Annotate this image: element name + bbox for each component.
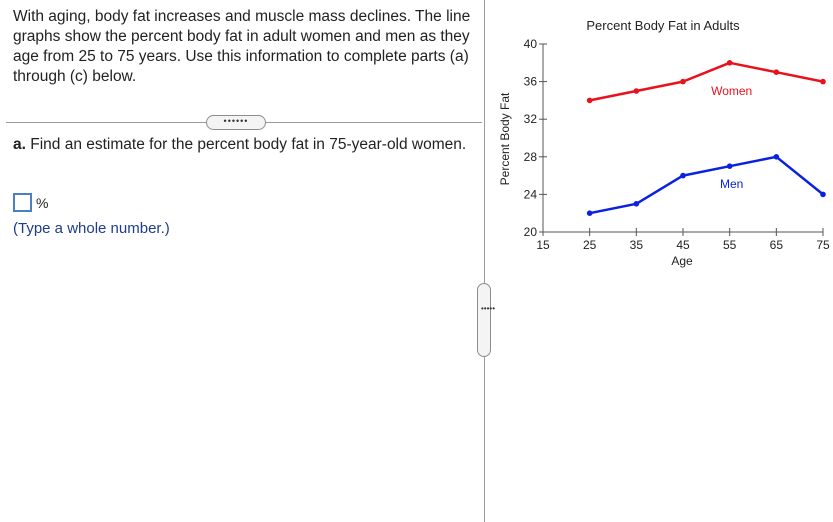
men-data-point xyxy=(634,201,640,207)
men-series-line xyxy=(590,157,823,213)
men-data-point xyxy=(820,192,826,198)
y-tick-label: 24 xyxy=(523,187,537,202)
x-tick-label: 55 xyxy=(722,238,737,252)
x-tick-label: 25 xyxy=(582,238,597,252)
women-data-point xyxy=(774,69,780,75)
panel-resize-handle[interactable] xyxy=(477,283,496,357)
axes xyxy=(524,37,830,252)
x-tick-label: 35 xyxy=(629,238,644,252)
y-tick-label: 36 xyxy=(523,74,537,89)
y-axis-label: Percent Body Fat xyxy=(498,92,512,186)
series-layer xyxy=(587,60,826,216)
y-tick-label: 32 xyxy=(523,112,537,127)
part-label: a. xyxy=(13,136,26,153)
women-data-point xyxy=(587,98,593,104)
men-data-point xyxy=(727,163,733,169)
x-tick-label: 45 xyxy=(676,238,690,252)
women-data-point xyxy=(634,88,640,94)
x-tick-label: 15 xyxy=(536,238,550,252)
y-tick-label: 28 xyxy=(523,149,537,164)
y-tick-label: 40 xyxy=(523,37,537,51)
x-tick-label: 75 xyxy=(816,238,830,252)
x-axis-label: Age xyxy=(671,254,693,268)
problem-intro: With aging, body fat increases and muscle mass declines. The line graphs show the percent body fat in adult women and men as they age from 25 to 75 years. Use this information to complete parts (a) through (c) below. xyxy=(13,8,471,85)
women-series-line xyxy=(590,63,823,101)
women-data-point xyxy=(820,79,826,85)
men-data-point xyxy=(680,173,686,179)
answer-hint: (Type a whole number.) xyxy=(13,220,170,237)
body-fat-chart xyxy=(485,0,833,290)
answer-input[interactable] xyxy=(13,193,32,212)
y-tick-label: 20 xyxy=(523,225,537,239)
women-data-point xyxy=(680,79,686,85)
question-text: Find an estimate for the percent body fat in 75-year-old women. xyxy=(30,136,467,153)
x-tick-label: 65 xyxy=(769,238,784,252)
question-part-a xyxy=(13,135,473,155)
women-series-label: Women xyxy=(711,83,753,98)
men-data-point xyxy=(587,210,593,216)
women-data-point xyxy=(727,60,733,66)
percent-unit: % xyxy=(36,195,49,211)
men-data-point xyxy=(774,154,780,160)
men-series-label: Men xyxy=(719,177,744,192)
chart-title: Percent Body Fat in Adults xyxy=(586,18,740,33)
expand-more-button[interactable]: •••••• xyxy=(206,115,266,130)
grip-dots: ••••• xyxy=(481,304,496,313)
